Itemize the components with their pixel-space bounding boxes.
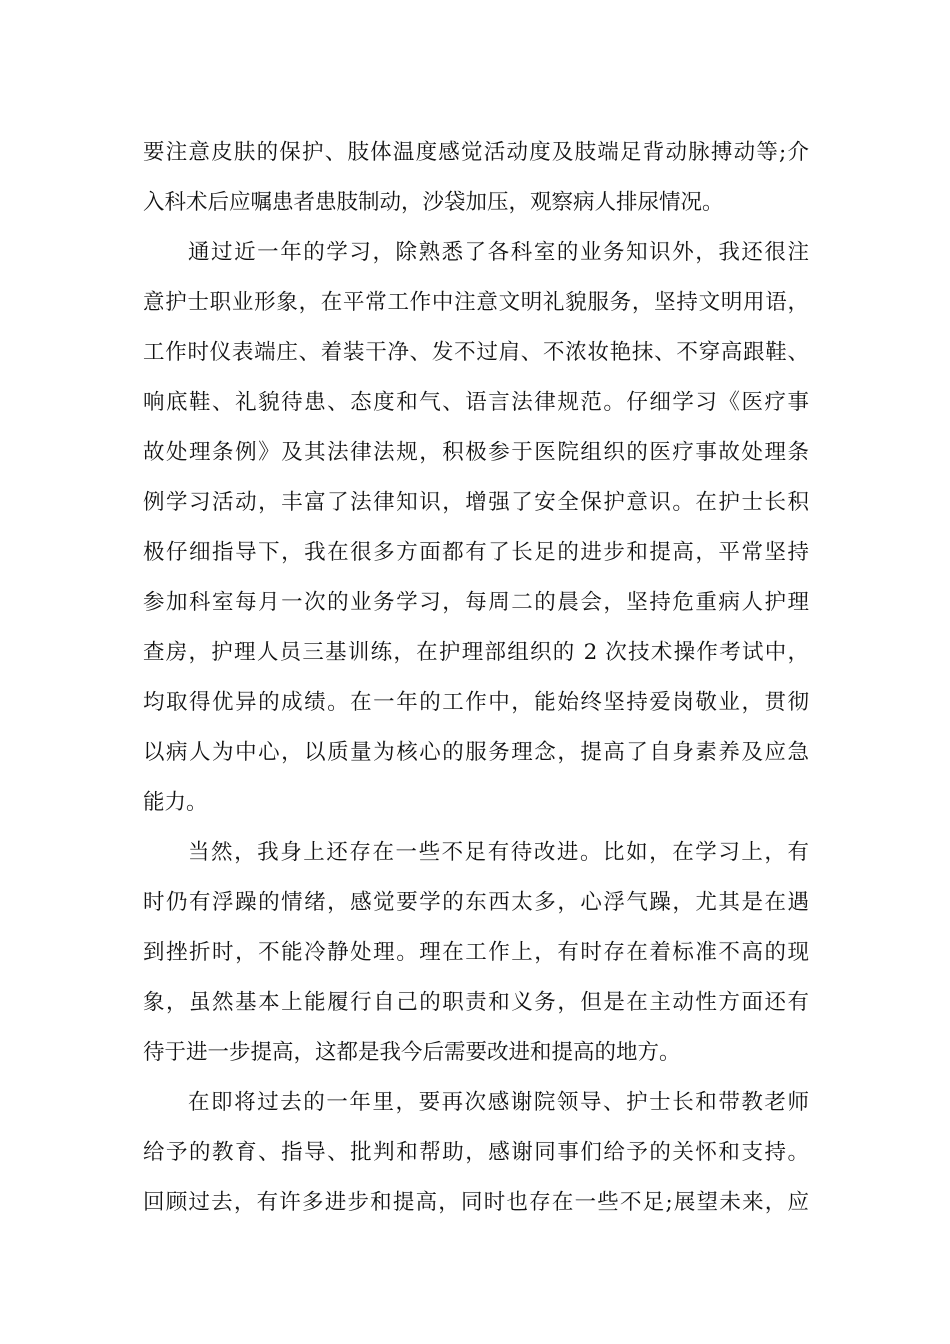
document-body — [143, 128, 809, 1228]
text-line: 意护士职业形象，在平常工作中注意文明礼貌服务，坚持文明用语， — [143, 290, 809, 315]
text-line: 时仍有浮躁的情绪，感觉要学的东西太多，心浮气躁，尤其是在遇 — [143, 890, 809, 915]
text-line: 工作时仪表端庄、着装干净、发不过肩、不浓妆艳抹、不穿高跟鞋、 — [143, 340, 809, 365]
text-line: 在即将过去的一年里，要再次感谢院领导、护士长和带教老师 — [188, 1090, 809, 1115]
text-line: 例学习活动，丰富了法律知识，增强了安全保护意识。在护士长积 — [143, 490, 809, 515]
text-line: 故处理条例》及其法律法规，积极参于医院组织的医疗事故处理条 — [143, 440, 809, 465]
text-line: 到挫折时，不能冷静处理。理在工作上，有时存在着标准不高的现 — [143, 940, 809, 965]
text-line: 当然，我身上还存在一些不足有待改进。比如，在学习上，有 — [188, 840, 809, 865]
text-line: 象，虽然基本上能履行自己的职责和义务，但是在主动性方面还有 — [143, 990, 809, 1015]
text-line: 查房，护理人员三基训练，在护理部组织的 2 次技术操作考试中， — [143, 640, 809, 665]
text-line: 待于进一步提高，这都是我今后需要改进和提高的地方。 — [143, 1040, 681, 1065]
text-line: 均取得优异的成绩。在一年的工作中，能始终坚持爱岗敬业，贯彻 — [143, 690, 809, 715]
text-line: 要注意皮肤的保护、肢体温度感觉活动度及肢端足背动脉搏动等;介 — [143, 140, 809, 165]
text-line: 给予的教育、指导、批判和帮助，感谢同事们给予的关怀和支持。 — [143, 1140, 809, 1165]
text-line: 参加科室每月一次的业务学习，每周二的晨会，坚持危重病人护理 — [143, 590, 809, 615]
text-line: 以病人为中心，以质量为核心的服务理念，提高了自身素养及应急 — [143, 740, 809, 765]
text-line: 能力。 — [143, 790, 208, 815]
text-line: 通过近一年的学习，除熟悉了各科室的业务知识外，我还很注 — [188, 240, 809, 265]
text-line: 回顾过去，有许多进步和提高，同时也存在一些不足;展望未来，应 — [143, 1190, 809, 1215]
text-line: 极仔细指导下，我在很多方面都有了长足的进步和提高，平常坚持 — [143, 540, 809, 565]
text-line: 入科术后应嘱患者患肢制动，沙袋加压，观察病人排尿情况。 — [143, 190, 724, 215]
text-line: 响底鞋、礼貌待患、态度和气、语言法律规范。仔细学习《医疗事 — [143, 390, 809, 415]
